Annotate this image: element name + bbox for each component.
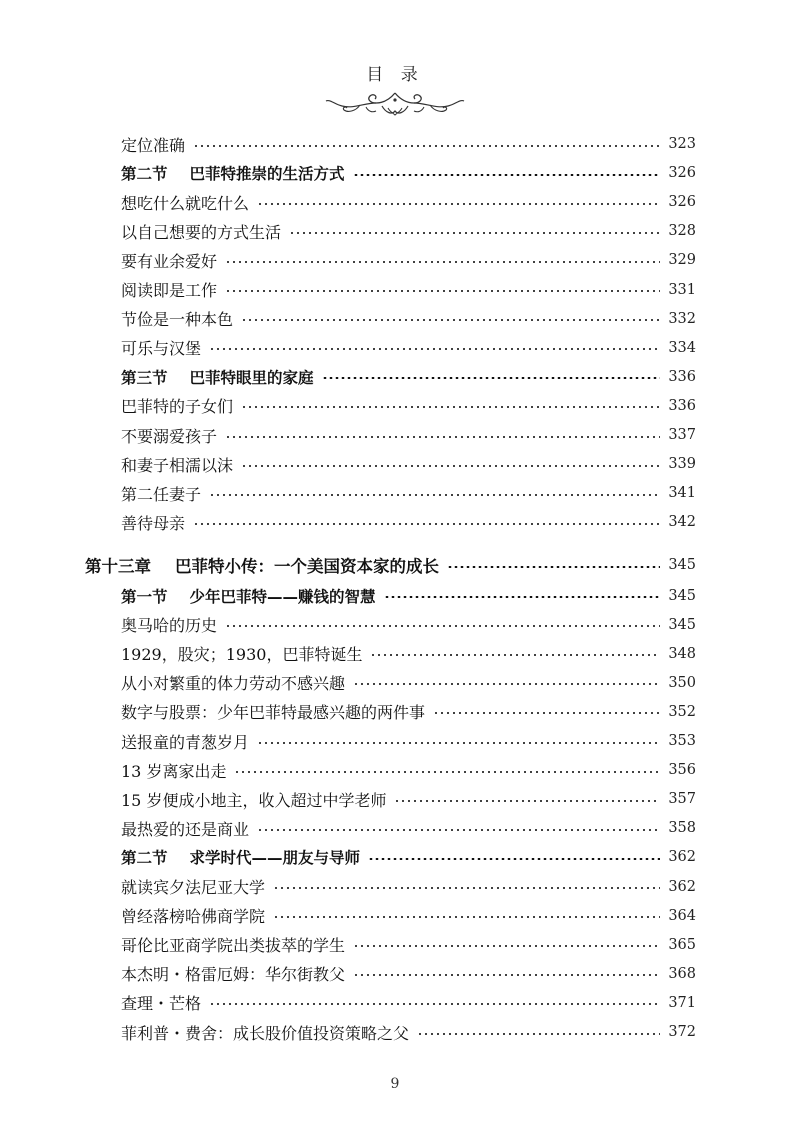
dot-leader bbox=[241, 319, 660, 321]
toc-page-number: 336 bbox=[668, 397, 696, 414]
toc-title bbox=[121, 482, 201, 505]
toc-title bbox=[121, 613, 217, 636]
toc-page-number: 342 bbox=[668, 514, 696, 531]
toc-page-number: 348 bbox=[668, 645, 696, 662]
toc-title bbox=[121, 394, 233, 417]
section-number: 第一节 bbox=[121, 587, 168, 606]
toc-entry-row[interactable] bbox=[121, 480, 696, 506]
toc-title-text: 第二任妻子 bbox=[121, 484, 202, 504]
dot-leader bbox=[273, 887, 660, 889]
chapter-number: 第十三章 bbox=[85, 557, 151, 577]
dot-leader bbox=[209, 348, 660, 350]
toc-entry-row[interactable] bbox=[121, 509, 696, 535]
toc-title-text: 不要溺爱孩子 bbox=[121, 426, 218, 446]
dot-leader bbox=[193, 145, 660, 147]
toc-page-number: 329 bbox=[668, 252, 696, 269]
dot-leader bbox=[257, 742, 660, 744]
toc-entry-row[interactable] bbox=[121, 874, 696, 900]
toc-title bbox=[121, 453, 233, 476]
toc-page-number: 372 bbox=[668, 1024, 696, 1040]
toc-title-text: 巴菲特眼里的家庭 bbox=[189, 368, 314, 387]
toc-title bbox=[121, 671, 345, 694]
toc-page-number: 371 bbox=[668, 994, 696, 1011]
toc-page-number: 334 bbox=[668, 339, 696, 356]
dot-leader bbox=[241, 465, 660, 467]
page-header bbox=[0, 60, 790, 119]
toc-page-number: 365 bbox=[668, 936, 696, 953]
dot-leader bbox=[417, 1033, 660, 1035]
toc-title-text: 最热爱的还是商业 bbox=[121, 819, 250, 839]
toc-title bbox=[121, 875, 265, 898]
dot-leader bbox=[225, 436, 660, 438]
toc-title-text: 和妻子相濡以沫 bbox=[121, 455, 234, 475]
toc-title-text: 查理・芒格 bbox=[121, 994, 202, 1014]
toc-title bbox=[121, 991, 201, 1014]
toc-page-number: 353 bbox=[668, 733, 696, 749]
toc-title bbox=[121, 249, 217, 272]
dot-leader bbox=[225, 261, 660, 263]
toc-title-text: 可乐与汉堡 bbox=[121, 339, 202, 359]
toc-title-text: 巴菲特小传：一个美国资本家的成长 bbox=[175, 557, 439, 577]
toc-title-text: 节俭是一种本色 bbox=[121, 310, 234, 330]
toc-page-number: 328 bbox=[668, 223, 696, 240]
toc-title bbox=[121, 788, 386, 811]
toc-title-text: 想吃什么就吃什么 bbox=[121, 193, 250, 213]
toc-title-text: 要有业余爱好 bbox=[121, 251, 218, 271]
toc-title bbox=[121, 585, 376, 607]
toc-section-row[interactable] bbox=[121, 844, 696, 870]
toc-title bbox=[121, 700, 425, 723]
toc-section-row[interactable] bbox=[121, 160, 696, 186]
toc-entry-row[interactable] bbox=[121, 670, 696, 696]
dot-leader bbox=[257, 829, 660, 831]
toc-page-number: 345 bbox=[668, 557, 696, 574]
toc-entry-row[interactable] bbox=[121, 641, 696, 667]
toc-entry-row[interactable] bbox=[121, 903, 696, 929]
dot-leader bbox=[353, 174, 661, 176]
toc-title-text: 13 岁离家出走 bbox=[121, 761, 227, 781]
toc-title bbox=[121, 424, 217, 447]
toc-title bbox=[121, 162, 345, 184]
toc-title bbox=[121, 642, 362, 665]
toc-title bbox=[121, 366, 314, 388]
toc-title bbox=[121, 904, 265, 927]
toc-entry-row[interactable] bbox=[121, 612, 696, 638]
toc-entry-row[interactable] bbox=[121, 189, 696, 215]
toc-title bbox=[121, 220, 281, 243]
dot-leader bbox=[447, 566, 660, 568]
toc-entry-row[interactable] bbox=[121, 961, 696, 987]
section-number: 第二节 bbox=[121, 849, 168, 868]
toc-title bbox=[121, 336, 201, 359]
dot-leader bbox=[353, 683, 660, 685]
toc-page-number: 357 bbox=[668, 791, 696, 808]
toc-entry-row[interactable] bbox=[121, 786, 696, 812]
toc-title-text: 从小对繁重的体力劳动不感兴趣 bbox=[121, 674, 346, 694]
dot-leader bbox=[384, 596, 661, 598]
dot-leader bbox=[273, 916, 660, 918]
dot-leader bbox=[209, 1003, 660, 1005]
toc-section-row[interactable] bbox=[121, 364, 696, 390]
dot-leader bbox=[368, 858, 660, 860]
toc-title-text: 少年巴菲特——赚钱的智慧 bbox=[189, 587, 376, 606]
toc-title bbox=[121, 962, 345, 985]
toc-page-number: 368 bbox=[668, 965, 696, 982]
toc-title bbox=[121, 307, 233, 330]
toc-title-text: 曾经落榜哈佛商学院 bbox=[121, 907, 266, 927]
toc-title bbox=[121, 278, 217, 301]
toc-title bbox=[121, 759, 226, 782]
toc-title-text: 送报童的青葱岁月 bbox=[121, 732, 250, 752]
ornament-divider-icon bbox=[320, 89, 470, 119]
toc-page-number: 350 bbox=[668, 674, 696, 691]
toc-entry-row[interactable] bbox=[121, 247, 696, 273]
toc-page-number: 356 bbox=[668, 762, 696, 779]
toc-title bbox=[121, 133, 185, 156]
toc-entry-row[interactable] bbox=[121, 699, 696, 725]
dot-leader bbox=[353, 974, 660, 976]
toc-entry-row[interactable] bbox=[121, 393, 696, 419]
toc-title-text: 本杰明・格雷厄姆：华尔街教父 bbox=[121, 965, 346, 985]
toc-title-text: 哥伦比亚商学院出类拔萃的学生 bbox=[121, 936, 346, 956]
toc-page-number: 323 bbox=[668, 136, 696, 152]
toc-title-text: 奥马哈的历史 bbox=[121, 616, 218, 636]
dot-leader bbox=[257, 203, 660, 205]
toc-section-row[interactable] bbox=[121, 583, 696, 609]
toc-title-text: 善待母亲 bbox=[121, 513, 186, 533]
toc-page-number: 345 bbox=[668, 587, 696, 604]
toc-page-number: 341 bbox=[668, 485, 696, 502]
toc-entry-row[interactable] bbox=[121, 451, 696, 477]
toc-page-number: 345 bbox=[668, 616, 696, 633]
toc-page-number: 362 bbox=[668, 878, 696, 895]
dot-leader bbox=[370, 654, 660, 656]
toc-title bbox=[121, 191, 249, 214]
toc-page-number: 364 bbox=[668, 907, 696, 924]
toc-title bbox=[121, 817, 249, 840]
toc-entry-row[interactable] bbox=[121, 932, 696, 958]
toc-page-number: 358 bbox=[668, 820, 696, 837]
toc-entry-row[interactable] bbox=[121, 335, 696, 361]
toc-title-text: 数字与股票：少年巴菲特最感兴趣的两件事 bbox=[121, 703, 426, 723]
toc-page-number: 362 bbox=[668, 849, 696, 866]
dot-leader bbox=[234, 771, 660, 773]
toc-page-number: 331 bbox=[668, 281, 696, 298]
page-number: 9 bbox=[390, 1076, 400, 1092]
toc-entry-row[interactable] bbox=[121, 277, 696, 303]
toc-entry-row[interactable] bbox=[121, 131, 696, 157]
toc-title-text: 1929，股灾；1930，巴菲特诞生 bbox=[121, 645, 363, 665]
toc-page-number: 339 bbox=[668, 456, 696, 473]
toc-title-text: 菲利普・费舍：成长股价值投资策略之父 bbox=[121, 1023, 410, 1043]
toc-entry-row[interactable] bbox=[121, 728, 696, 754]
toc-entry-row[interactable] bbox=[121, 306, 696, 332]
toc-page-number: 336 bbox=[668, 368, 696, 385]
toc-title bbox=[121, 730, 249, 753]
toc-title-text: 求学时代——朋友与导师 bbox=[189, 849, 361, 868]
dot-leader bbox=[322, 377, 661, 379]
dot-leader bbox=[241, 406, 660, 408]
toc-page-number: 337 bbox=[668, 427, 696, 443]
dot-leader bbox=[433, 712, 660, 714]
dot-leader bbox=[193, 523, 660, 525]
dot-leader bbox=[225, 290, 660, 292]
toc-entry-row[interactable] bbox=[121, 1019, 696, 1045]
toc-title-text: 以自己想要的方式生活 bbox=[121, 222, 282, 242]
dot-leader bbox=[289, 232, 660, 234]
toc-title bbox=[85, 553, 439, 577]
toc-page-number: 326 bbox=[668, 194, 696, 211]
toc-title-text: 就读宾夕法尼亚大学 bbox=[121, 878, 266, 897]
toc-page-number: 352 bbox=[668, 703, 696, 720]
dot-leader bbox=[209, 494, 660, 496]
dot-leader bbox=[394, 800, 660, 802]
toc-entry-row[interactable] bbox=[121, 757, 696, 783]
toc-chapter-row[interactable] bbox=[85, 552, 696, 578]
section-number: 第三节 bbox=[121, 368, 168, 387]
toc-title bbox=[121, 1021, 409, 1044]
toc-title bbox=[121, 846, 360, 868]
toc-title-text: 巴菲特推崇的生活方式 bbox=[189, 165, 345, 184]
toc-title-text: 阅读即是工作 bbox=[121, 281, 218, 300]
toc-title bbox=[121, 933, 345, 956]
toc-title-text: 15 岁便成小地主，收入超过中学老师 bbox=[121, 790, 387, 810]
toc-page-number: 332 bbox=[668, 310, 696, 327]
toc-title-text: 巴菲特的子女们 bbox=[121, 397, 234, 417]
toc-entry-row[interactable] bbox=[121, 990, 696, 1016]
header-title: 目 录 bbox=[366, 65, 424, 85]
section-number: 第二节 bbox=[121, 165, 168, 184]
toc-title-text: 定位准确 bbox=[121, 135, 186, 155]
toc-page-number: 326 bbox=[668, 165, 696, 182]
toc-entry-row[interactable] bbox=[121, 422, 696, 448]
dot-leader bbox=[225, 625, 660, 627]
dot-leader bbox=[353, 945, 660, 947]
toc-title bbox=[121, 511, 185, 534]
toc-entry-row[interactable] bbox=[121, 218, 696, 244]
toc-entry-row[interactable] bbox=[121, 815, 696, 841]
